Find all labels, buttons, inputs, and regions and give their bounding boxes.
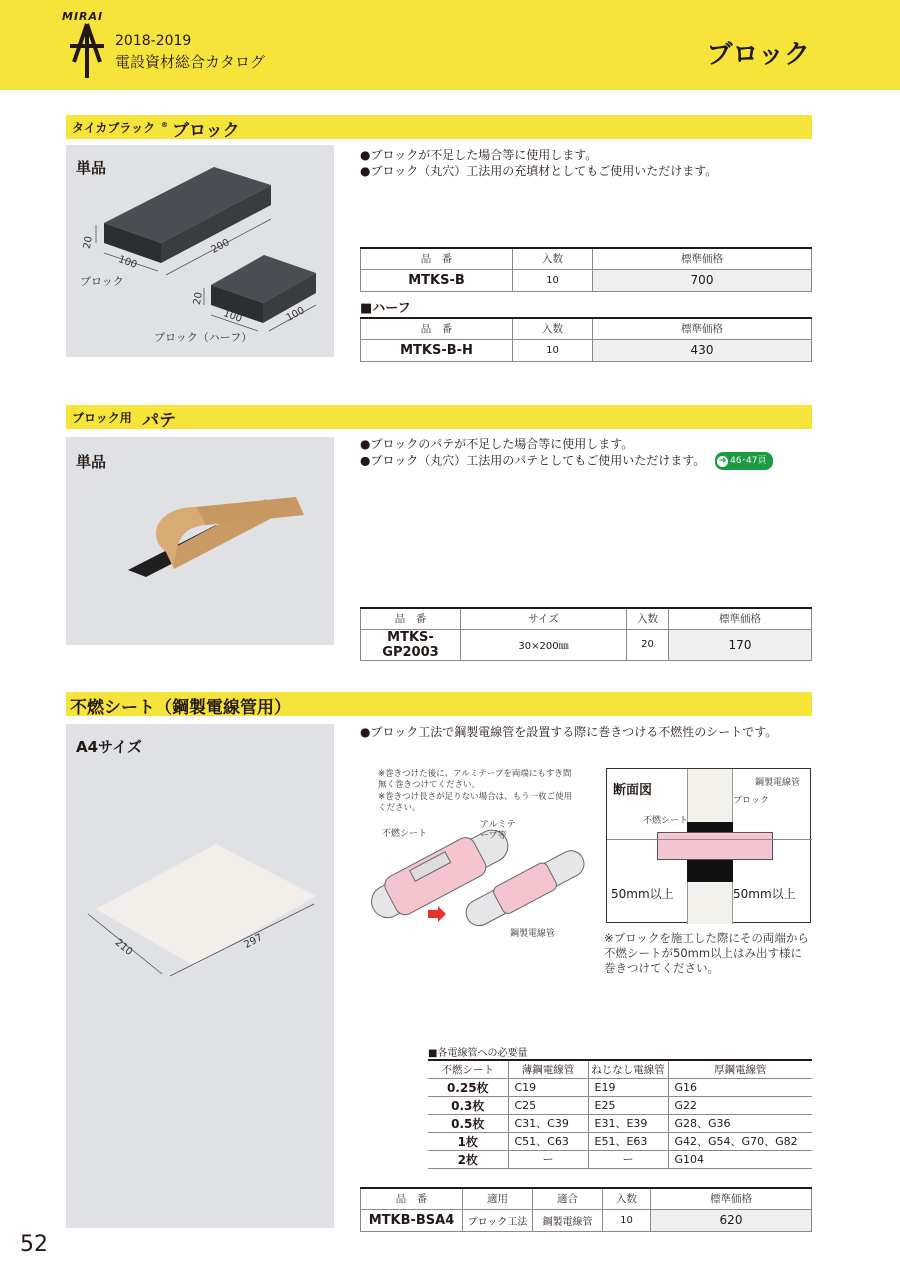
header-qty: 入数 (627, 608, 669, 629)
sheet-spec-table (360, 1187, 812, 1232)
table-row (428, 1114, 812, 1132)
product-qty: 20 (627, 629, 669, 660)
header-code: 品 番 (361, 608, 461, 629)
header-size: サイズ (461, 608, 627, 629)
product-code: MTKS-B-H (361, 339, 513, 361)
header-code: 品 番 (361, 1188, 463, 1209)
product-qty: 10 (513, 269, 593, 291)
logo-text: MIRAI (62, 10, 104, 23)
need-thin: C25 (508, 1096, 588, 1114)
sheet-bullet: ●ブロック工法で鋼製電線管を設置する際に巻きつける不燃性のシートです。 (360, 725, 778, 739)
header-code: 品 番 (361, 248, 513, 269)
half-block-spec-table (360, 317, 812, 362)
dim-sheet-width: 210 (112, 937, 135, 958)
wrap-note-1: ※巻きつけた後に、アルミテープを両端にもすき間無く巻きつけてください。 (378, 769, 572, 790)
need-threadless: ー (588, 1150, 668, 1168)
page-number: 52 (20, 1232, 48, 1257)
mirai-logo (62, 10, 112, 80)
header-price: 標準価格 (669, 608, 812, 629)
header-threadless: ねじなし電線管 (588, 1060, 668, 1078)
product-fit: 鋼製電線管 (533, 1209, 603, 1231)
section-title: 不燃シート（鋼製電線管用） (70, 698, 291, 718)
need-qty: 1枚 (428, 1132, 508, 1150)
product-code: MTKS-B (361, 269, 513, 291)
need-table-title: ■各電線管への必要量 (428, 1048, 528, 1059)
section-block-header (66, 115, 812, 139)
header-price: 標準価格 (593, 248, 812, 269)
catalog-name: 電設資材総合カタログ (115, 53, 266, 71)
section-note: ※ブロックを施工した際にその両端から不燃シートが50mm以上はみ出す様に巻きつけてください。 (604, 931, 809, 975)
half-block-caption: ブロック（ハーフ） (154, 331, 253, 344)
section-title: ブロック (172, 121, 240, 141)
product-qty: 10 (603, 1209, 651, 1231)
product-price: 430 (593, 339, 812, 361)
arrow-right-icon: ➜ (718, 456, 727, 466)
product-price: 700 (593, 269, 812, 291)
sheet-illustration (66, 724, 334, 1228)
section-putty-header (66, 405, 812, 429)
need-thick: G28、G36 (668, 1114, 812, 1132)
section-title: パテ (142, 411, 176, 431)
header-thin: 薄鋼電線管 (508, 1060, 588, 1078)
wrap-note-2: ※巻きつけ長さが足りない場合は、もう一枚ご使用ください。 (378, 792, 573, 813)
table-row (428, 1096, 812, 1114)
header-fit: 適合 (533, 1188, 603, 1209)
header-qty: 入数 (513, 318, 593, 339)
page-title: ブロック (706, 40, 810, 70)
header-thick: 厚鋼電線管 (668, 1060, 812, 1078)
block-bullet-2: ●ブロック（丸穴）工法用の充填材としてもご使用いただけます。 (360, 164, 718, 178)
product-size: 30×200㎜ (461, 629, 627, 660)
product-code: MTKB-BSA4 (361, 1209, 463, 1231)
putty-bullet-1: ●ブロックのパテが不足した場合等に使用します。 (360, 437, 634, 451)
dim-width: 100 (116, 254, 139, 271)
registered-mark: ® (161, 121, 168, 129)
putty-bullet-2-text: ●ブロック（丸穴）工法用のパテとしてもご使用いただけます。 (360, 453, 706, 468)
need-thin: C19 (508, 1078, 588, 1096)
label-pipe: 鋼製電線管 (510, 929, 556, 939)
block-spec-table (360, 247, 812, 292)
dim-length: 200 (209, 237, 232, 256)
need-thick: G22 (668, 1096, 812, 1114)
label-block: ブロック (733, 796, 769, 806)
panel-label: A4サイズ (76, 738, 142, 756)
dim-length-half: 100 (284, 305, 307, 324)
product-price: 170 (669, 629, 812, 660)
table-row (428, 1150, 812, 1168)
label-tape: アルミテープ等 (480, 820, 516, 841)
need-table (428, 1059, 812, 1169)
need-qty: 0.5枚 (428, 1114, 508, 1132)
block-bullet-1: ●ブロックが不足した場合等に使用します。 (360, 148, 598, 162)
panel-label: 単品 (76, 159, 107, 177)
putty-spec-table (360, 607, 812, 661)
sheet-pink (657, 832, 773, 860)
need-threadless: E51、E63 (588, 1132, 668, 1150)
dim-width-half: 100 (221, 308, 244, 325)
need-threadless: E31、E39 (588, 1114, 668, 1132)
block-caption: ブロック (80, 275, 124, 288)
header-qty: 入数 (513, 248, 593, 269)
need-thick: G42、G54、G70、G82 (668, 1132, 812, 1150)
section-prefix: タイカブラック (72, 121, 156, 135)
block-image-panel (66, 145, 334, 357)
product-price: 620 (651, 1209, 812, 1231)
need-qty: 0.3枚 (428, 1096, 508, 1114)
page-ref-text: 46･47頁 (730, 456, 767, 466)
header-application: 適用 (463, 1188, 533, 1209)
dim-sheet-length: 297 (242, 932, 265, 951)
need-thick: G16 (668, 1078, 812, 1096)
logo-mark-icon (62, 10, 112, 80)
section-view-diagram (606, 768, 811, 923)
label-pipe: 鋼製電線管 (755, 778, 801, 788)
catalog-year: 2018-2019 (115, 33, 192, 49)
header-band (0, 0, 900, 90)
header-qty: 入数 (603, 1188, 651, 1209)
need-qty: 0.25枚 (428, 1078, 508, 1096)
half-label: ■ハーフ (360, 301, 411, 316)
header-code: 品 番 (361, 318, 513, 339)
product-application: ブロック工法 (463, 1209, 533, 1231)
need-thin: ー (508, 1150, 588, 1168)
label-sheet: 不燃シート (643, 816, 689, 826)
need-thin: C31、C39 (508, 1114, 588, 1132)
page-ref-badge[interactable] (715, 452, 772, 470)
product-qty: 10 (513, 339, 593, 361)
need-threadless: E25 (588, 1096, 668, 1114)
header-price: 標準価格 (651, 1188, 812, 1209)
need-thin: C51、C63 (508, 1132, 588, 1150)
table-row (428, 1132, 812, 1150)
label-left-50mm: 50mm以上 (611, 887, 674, 901)
section-view-title: 断面図 (613, 783, 653, 798)
pipe-line (607, 839, 812, 840)
putty-illustration (66, 437, 334, 645)
section-prefix: ブロック用 (72, 411, 132, 425)
label-right-50mm: 50mm以上 (733, 887, 796, 901)
header-sheet: 不燃シート (428, 1060, 508, 1078)
dim-height: 20 (81, 235, 95, 250)
putty-bullet-2 (360, 452, 773, 470)
panel-label: 単品 (76, 453, 107, 471)
header-price: 標準価格 (593, 318, 812, 339)
block-illustration (66, 145, 334, 357)
dim-height-half: 20 (191, 291, 205, 306)
need-threadless: E19 (588, 1078, 668, 1096)
table-row (428, 1078, 812, 1096)
need-qty: 2枚 (428, 1150, 508, 1168)
need-thick: G104 (668, 1150, 812, 1168)
putty-image-panel (66, 437, 334, 645)
product-code: MTKS-GP2003 (361, 629, 461, 660)
section-sheet-header (66, 692, 812, 716)
sheet-image-panel (66, 724, 334, 1228)
label-sheet: 不燃シート (382, 829, 428, 839)
